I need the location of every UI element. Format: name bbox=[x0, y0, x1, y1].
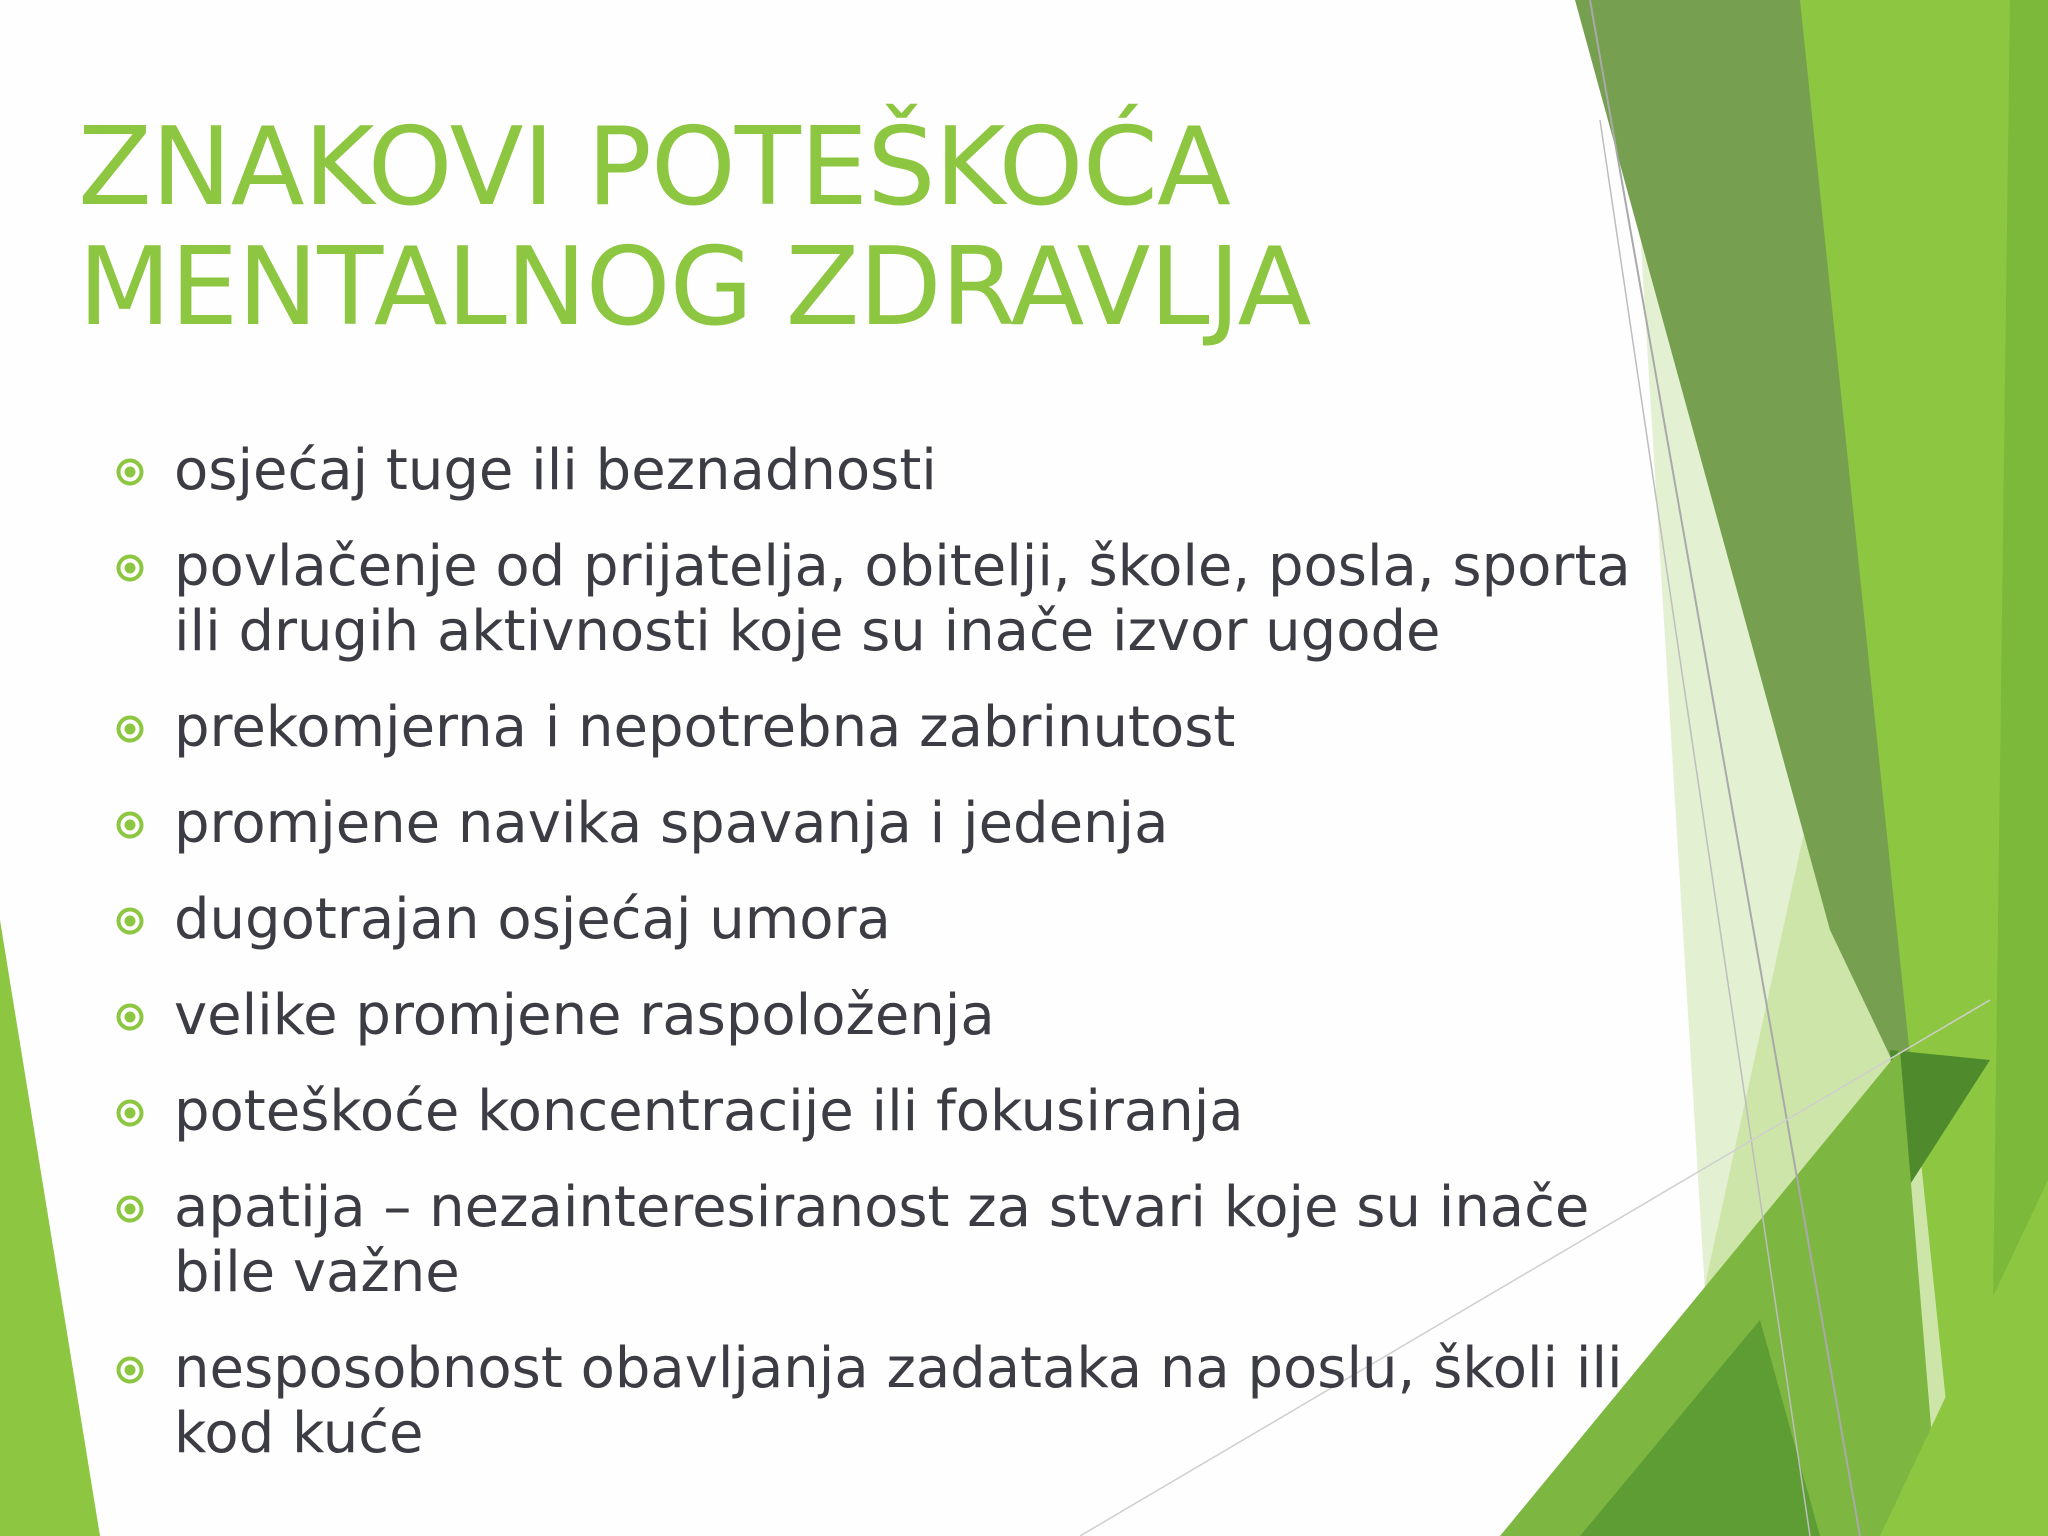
circled-dot-icon bbox=[116, 1099, 144, 1127]
bullet-text: osjećaj tuge ili beznadnosti bbox=[174, 438, 937, 503]
circled-dot-icon bbox=[116, 554, 144, 582]
bullet-item bbox=[114, 534, 1674, 664]
left-green-wedge bbox=[0, 920, 100, 1536]
circled-dot-icon bbox=[116, 811, 144, 839]
bullet-text: povlačenje od prijatelja, obitelji, škole, posla, sporta ili drugih aktivnosti koje su inače izvor ugode bbox=[174, 534, 1631, 664]
bullet-text: prekomjerna i nepotrebna zabrinutost bbox=[174, 695, 1236, 760]
circled-dot-icon bbox=[116, 715, 144, 743]
circled-dot-icon bbox=[116, 907, 144, 935]
bullet-text: poteškoće koncentracije ili fokusiranja bbox=[174, 1079, 1244, 1144]
circled-dot-icon bbox=[116, 1003, 144, 1031]
bullet-item bbox=[114, 791, 1674, 856]
circled-dot-icon bbox=[116, 458, 144, 486]
slide-title: ZNAKOVI POTEŠKOĆA MENTALNOG ZDRAVLJA bbox=[78, 105, 1311, 350]
bullet-item bbox=[114, 438, 1674, 503]
circled-dot-icon bbox=[116, 1356, 144, 1384]
bullet-list bbox=[114, 438, 1674, 1497]
bullet-item bbox=[114, 1079, 1674, 1144]
bullet-item bbox=[114, 1175, 1674, 1305]
bullet-text: velike promjene raspoloženja bbox=[174, 983, 995, 1048]
bullet-item bbox=[114, 887, 1674, 952]
bullet-text: dugotrajan osjećaj umora bbox=[174, 887, 891, 952]
bullet-item bbox=[114, 1336, 1674, 1466]
bullet-text: nesposobnost obavljanja zadataka na poslu, školi ili kod kuće bbox=[174, 1336, 1623, 1466]
bullet-text: promjene navika spavanja i jedenja bbox=[174, 791, 1169, 856]
bullet-text: apatija – nezainteresiranost za stvari koje su inače bile važne bbox=[174, 1175, 1590, 1305]
bullet-item bbox=[114, 695, 1674, 760]
circled-dot-icon bbox=[116, 1195, 144, 1223]
bullet-item bbox=[114, 983, 1674, 1048]
